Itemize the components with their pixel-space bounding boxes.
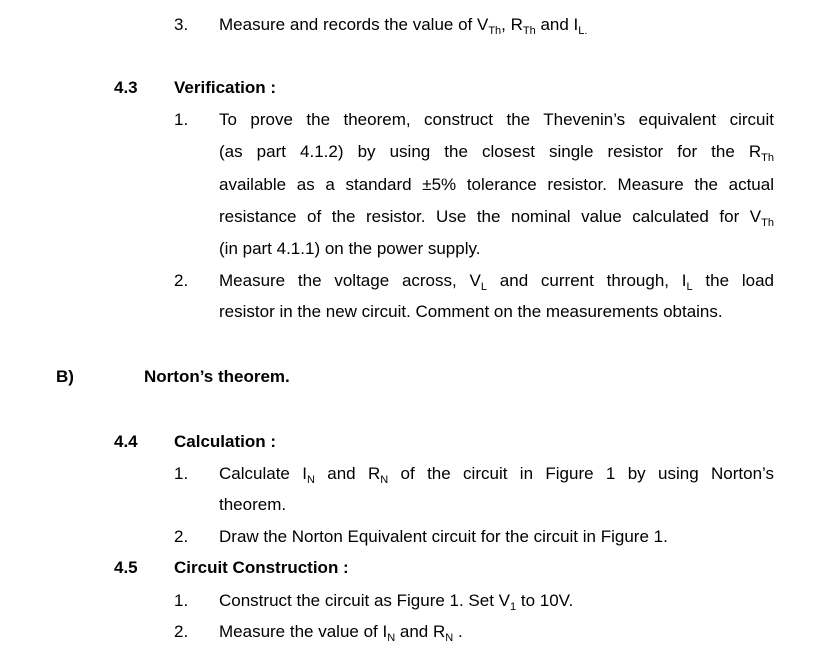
text-run: Calculate I	[219, 464, 307, 483]
list-number: 1.	[174, 464, 189, 483]
paragraph-line	[219, 271, 774, 291]
text-run: and current through, I	[487, 271, 687, 290]
list-number: 2.	[174, 271, 189, 290]
list-number: 2.	[174, 527, 189, 546]
section-title: Verification :	[174, 78, 277, 97]
text-run: Construct the circuit as Figure 1. Set V	[219, 591, 511, 610]
section-title: Circuit Construction :	[174, 558, 349, 577]
list-number: 3.	[174, 15, 189, 34]
text-run: Measure the value of I	[219, 622, 388, 641]
paragraph-line: available as a standard ±5% tolerance resistor. Measure the actual	[219, 175, 774, 194]
section-letter: B)	[56, 367, 74, 386]
subscript: N	[380, 474, 389, 486]
paragraph-line: Draw the Norton Equivalent circuit for the circuit in Figure 1.	[219, 527, 668, 546]
section-number: 4.4	[114, 432, 138, 451]
section-heading: Norton’s theorem.	[144, 367, 290, 386]
paragraph-line	[219, 142, 774, 162]
subscript: L	[480, 281, 487, 293]
list-number: 1.	[174, 591, 189, 610]
text-run: of the circuit in Figure 1 by using Norton’s	[388, 464, 774, 483]
paragraph-line	[219, 464, 774, 484]
text-run: and I	[535, 15, 579, 34]
text-run: the load	[692, 271, 774, 290]
subscript: L.	[578, 25, 588, 37]
section-title: Calculation :	[174, 432, 277, 451]
subscript: N	[445, 632, 454, 644]
text-run: , R	[501, 15, 523, 34]
subscript: N	[306, 474, 315, 486]
subscript: L	[686, 281, 693, 293]
text-run: and R	[395, 622, 446, 641]
text-run: to 10V.	[516, 591, 574, 610]
text-run: (as part 4.1.2) by using the closest single resistor for the R	[219, 142, 762, 161]
text-run: Measure and records the value of V	[219, 15, 489, 34]
paragraph-line	[219, 622, 774, 642]
subscript: Th	[761, 217, 774, 229]
paragraph-line: theorem.	[219, 495, 287, 514]
paragraph-line	[219, 207, 774, 227]
text-run: resistance of the resistor. Use the nominal value calculated for V	[219, 207, 762, 226]
subscript: 1	[510, 601, 517, 613]
text-run: and R	[314, 464, 381, 483]
list-number: 1.	[174, 110, 189, 129]
paragraph-line: (in part 4.1.1) on the power supply.	[219, 239, 481, 258]
paragraph-line: resistor in the new circuit. Comment on the measurements obtains.	[219, 302, 723, 321]
section-number: 4.3	[114, 78, 138, 97]
text-run: Measure the voltage across, V	[219, 271, 481, 290]
list-number: 2.	[174, 622, 189, 641]
section-number: 4.5	[114, 558, 138, 577]
paragraph-line	[219, 591, 774, 611]
list-item-text	[219, 15, 587, 35]
paragraph-line: To prove the theorem, construct the Thevenin’s equivalent circuit	[219, 110, 774, 129]
subscript: N	[387, 632, 396, 644]
subscript: Th	[761, 152, 774, 164]
text-run: .	[453, 622, 463, 641]
subscript: Th	[522, 25, 536, 37]
subscript: Th	[488, 25, 502, 37]
